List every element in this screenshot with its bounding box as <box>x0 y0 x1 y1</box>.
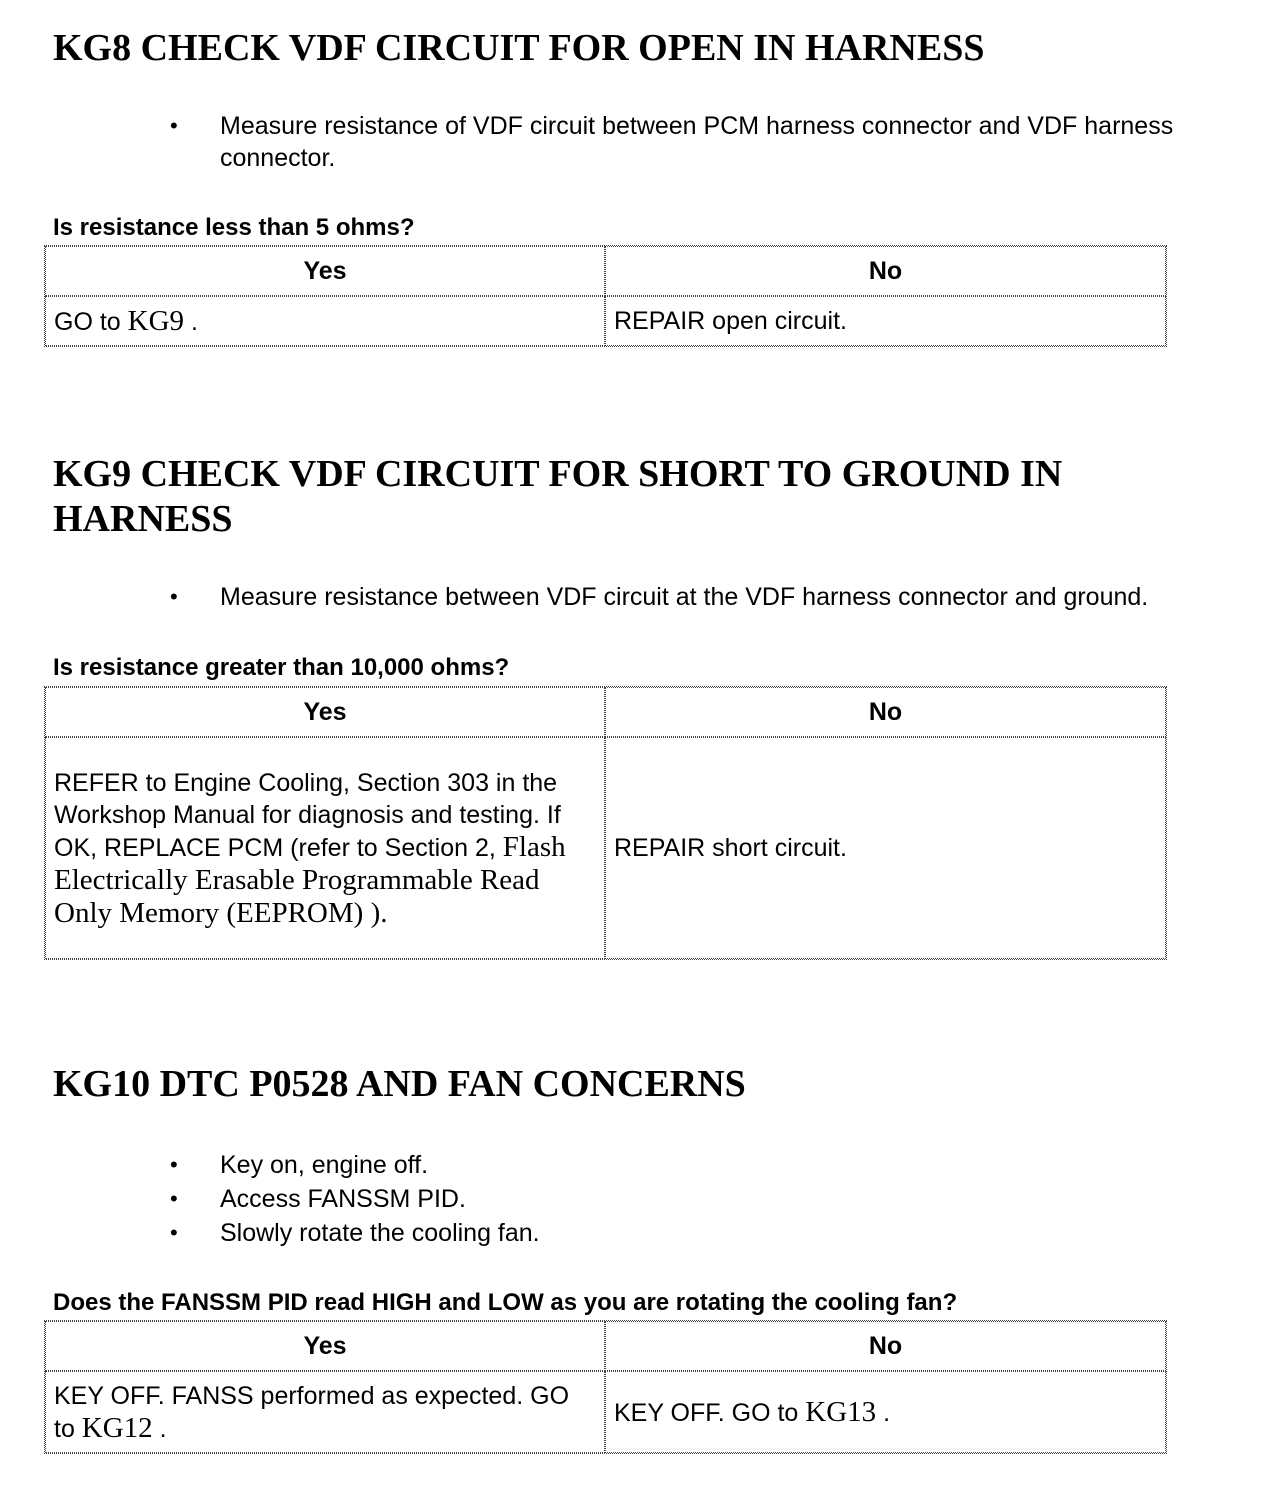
answer-header-row <box>45 246 1166 296</box>
no-text: KEY OFF. GO to <box>614 1398 806 1427</box>
section-heading: KG8 CHECK VDF CIRCUIT FOR OPEN IN HARNESS <box>53 27 985 69</box>
bullet-icon: • <box>170 1220 178 1245</box>
step-text: Key on, engine off. <box>220 1151 429 1179</box>
answer-row <box>45 737 1166 959</box>
bullet-icon: • <box>170 584 178 609</box>
step-list <box>170 110 1270 176</box>
answer-row <box>45 296 1166 346</box>
yes-header: Yes <box>45 1321 605 1371</box>
question-text: Does the FANSSM PID read HIGH and LOW as you are rotating the cooling fan? <box>53 1289 958 1316</box>
answer-row <box>45 1371 1166 1453</box>
section-heading: KG9 CHECK VDF CIRCUIT FOR SHORT TO GROUND IN HARNESS <box>53 453 1063 540</box>
yes-header: Yes <box>45 246 605 296</box>
step-text: Access FANSSM PID. <box>220 1185 466 1213</box>
bullet-icon: • <box>170 113 178 138</box>
yes-link[interactable]: Flash Electrically Erasable Programmable Read Only Memory (EEPROM) <box>54 830 566 929</box>
yes-text: GO to <box>54 307 128 336</box>
step-item <box>170 110 1270 174</box>
step-list <box>170 581 1270 615</box>
step-item <box>170 1149 1270 1181</box>
step-item <box>170 1217 1270 1249</box>
step-text: Measure resistance between VDF circuit at the VDF harness connector and ground. <box>220 583 1149 611</box>
no-cell <box>605 1371 1166 1453</box>
yes-suffix: ). <box>363 896 388 929</box>
step-item <box>170 1183 1270 1215</box>
yes-suffix: . <box>184 307 198 336</box>
question-text: Is resistance less than 5 ohms? <box>53 214 415 241</box>
no-header: No <box>605 1321 1166 1371</box>
no-header: No <box>605 687 1166 737</box>
answer-table <box>44 1320 1167 1454</box>
yes-link[interactable]: KG9 <box>127 304 185 337</box>
answer-table <box>44 686 1167 960</box>
yes-cell <box>45 296 605 346</box>
yes-link[interactable]: KG12 <box>81 1411 153 1444</box>
yes-cell <box>45 1371 605 1453</box>
bullet-icon: • <box>170 1152 178 1177</box>
answer-header-row <box>45 687 1166 737</box>
no-cell: REPAIR open circuit. <box>605 296 1166 346</box>
yes-header: Yes <box>45 687 605 737</box>
yes-text: REFER to Engine Cooling, Section 303 in the Workshop Manual for diagnosis and testing. If OK, REPLACE PCM (refer to Section 2, <box>54 768 561 862</box>
question-text: Is resistance greater than 10,000 ohms? <box>53 654 510 681</box>
step-text: Measure resistance of VDF circuit between PCM harness connector and VDF harness connector. <box>220 112 1174 172</box>
no-header: No <box>605 246 1166 296</box>
step-item <box>170 581 1270 613</box>
answer-table <box>44 245 1167 347</box>
answer-header-row <box>45 1321 1166 1371</box>
step-list <box>170 1149 1270 1251</box>
yes-cell <box>45 737 605 959</box>
no-suffix: . <box>876 1398 891 1427</box>
no-cell: REPAIR short circuit. <box>605 737 1166 959</box>
yes-suffix: . <box>152 1414 167 1443</box>
no-link[interactable]: KG13 <box>805 1395 877 1428</box>
yes-text: KEY OFF. FANSS performed as expected. GO to <box>54 1381 570 1443</box>
bullet-icon: • <box>170 1186 178 1211</box>
section-heading: KG10 DTC P0528 AND FAN CONCERNS <box>53 1063 746 1105</box>
step-text: Slowly rotate the cooling fan. <box>220 1219 540 1247</box>
